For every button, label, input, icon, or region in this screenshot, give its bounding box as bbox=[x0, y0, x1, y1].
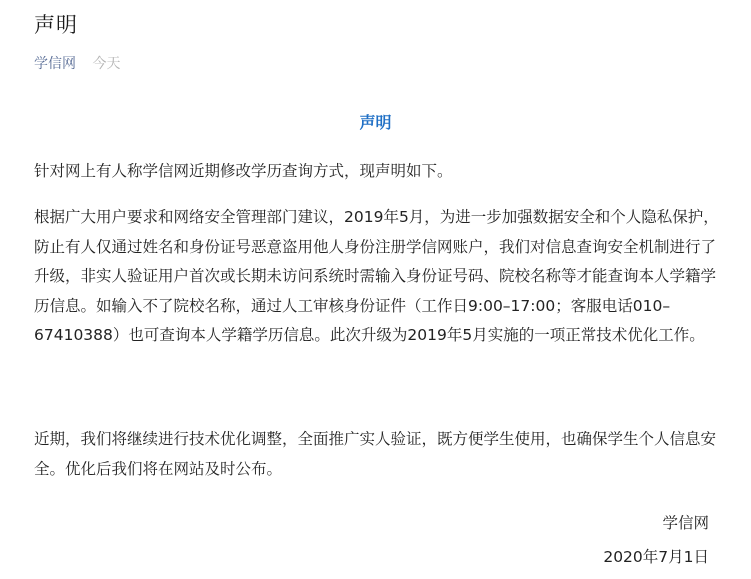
paragraph-intro: 针对网上有人称学信网近期修改学历查询方式，现声明如下。 bbox=[34, 162, 453, 180]
signature-date: 2020年7月1日 bbox=[603, 548, 709, 566]
signature: 学信网 bbox=[662, 514, 709, 532]
article-meta bbox=[34, 54, 120, 74]
publish-time: 今天 bbox=[92, 56, 121, 72]
account-name-link[interactable]: 学信网 bbox=[34, 56, 76, 72]
paragraph-future: 近期，我们将继续进行技术优化调整，全面推广实人验证，既方便学生使用，也确保学生个人信息安全。优化后我们将在网站及时公布。 bbox=[34, 430, 717, 478]
article-title: 声明 bbox=[34, 13, 78, 37]
statement-heading: 声明 bbox=[359, 113, 392, 132]
paragraph-details: 根据广大用户要求和网络安全管理部门建议，2019年5月，为进一步加强数据安全和个人隐私保护，防止有人仅通过姓名和身份证号恶意盗用他人身份注册学信网账户，我们对信息查询安全机制进行了升级，非实人验证用户首次或长期未访问系统时需输入身份证号码、院校名称等才能查询本人学籍学历信息。如输入不了院校名称，通过人工审核身份证件（工作日9:00–17:00；客服电话010–67410388）也可查询本人学籍学历信息。此次升级为2019年5月实施的一项正常技术优化工作。 bbox=[34, 208, 719, 344]
